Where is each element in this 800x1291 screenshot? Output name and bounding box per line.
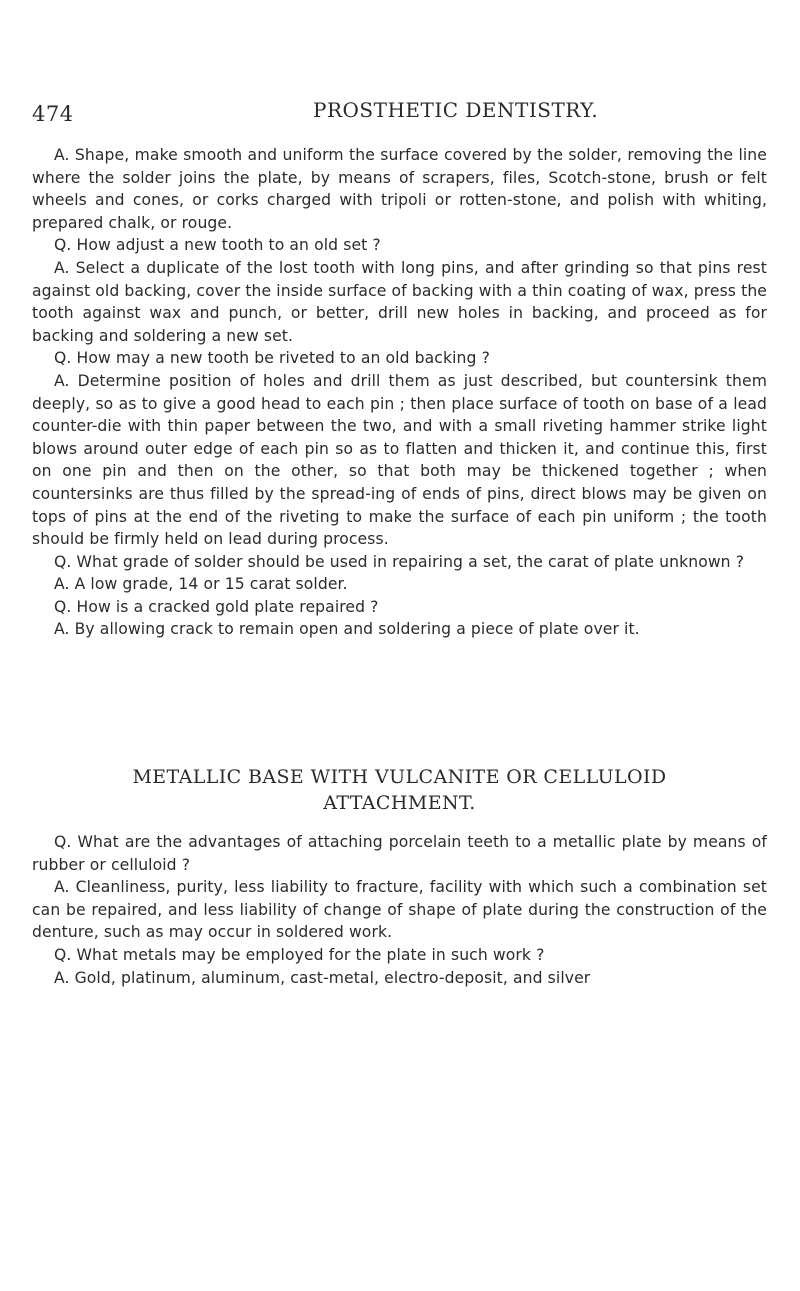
question-paragraph: Q. What metals may be employed for the plate in such work ? bbox=[54, 945, 545, 964]
answer-paragraph: A. Cleanliness, purity, less liability to fracture, facility with which such a combination set can be repaired, and less liability of change of shape of plate during the construction of the denture, such as may occur in soldered work. bbox=[32, 878, 767, 942]
running-title: PROSTHETIC DENTISTRY. bbox=[313, 98, 599, 122]
answer-paragraph: A. Shape, make smooth and uniform the surface covered by the solder, removing the line where the solder joins the plate, by means of scrapers, files, Scotch-stone, brush or felt wheels and cones, or corks charged with tripoli or rotten-stone, and polish with whiting, prepared chalk, or rouge. bbox=[32, 146, 767, 232]
section-heading-line-1: METALLIC BASE WITH VULCANITE OR CELLULOID bbox=[132, 766, 667, 788]
text-block-after-heading bbox=[32, 831, 767, 989]
section-heading bbox=[32, 764, 767, 816]
answer-paragraph: A. Determine position of holes and drill them as just described, but countersink them deeply, so as to give a good head to each pin ; then place surface of tooth on base of a lead counter-die with thin paper between the two, and with a small riveting hammer strike light blows around outer edge of each pin so as to flatten and thicken it, and continue this, first on one pin and then on the other, so that both may be thickened together ; when countersinks are thus filled by the spread-ing of ends of pins, direct blows may be given on tops of pins at the end of the riveting to make the surface of each pin uniform ; the tooth should be firmly held on lead during process. bbox=[32, 371, 767, 549]
section-heading-line-2: ATTACHMENT. bbox=[323, 792, 476, 814]
question-paragraph: Q. How is a cracked gold plate repaired ? bbox=[54, 597, 379, 616]
answer-paragraph: A. Gold, platinum, aluminum, cast-metal, electro-deposit, and silver bbox=[54, 968, 591, 987]
question-paragraph: Q. How adjust a new tooth to an old set ? bbox=[54, 236, 381, 255]
question-paragraph: Q. What grade of solder should be used in repairing a set, the carat of plate unknown ? bbox=[54, 552, 745, 571]
answer-paragraph: A. Select a duplicate of the lost tooth with long pins, and after grinding so that pins rest against old backing, cover the inside surface of backing with a thin coating of wax, press the tooth against wax and punch, or better, drill new holes in backing, and proceed as for backing and soldering a new set. bbox=[32, 258, 767, 345]
page-number: 474 bbox=[32, 102, 74, 126]
answer-paragraph: A. A low grade, 14 or 15 carat solder. bbox=[54, 575, 348, 594]
question-paragraph: Q. How may a new tooth be riveted to an old backing ? bbox=[54, 349, 490, 368]
answer-paragraph: A. By allowing crack to remain open and soldering a piece of plate over it. bbox=[54, 620, 640, 639]
text-block-before-heading bbox=[32, 144, 767, 641]
question-paragraph: Q. What are the advantages of attaching porcelain teeth to a metallic plate by means of rubber or celluloid ? bbox=[32, 833, 767, 874]
